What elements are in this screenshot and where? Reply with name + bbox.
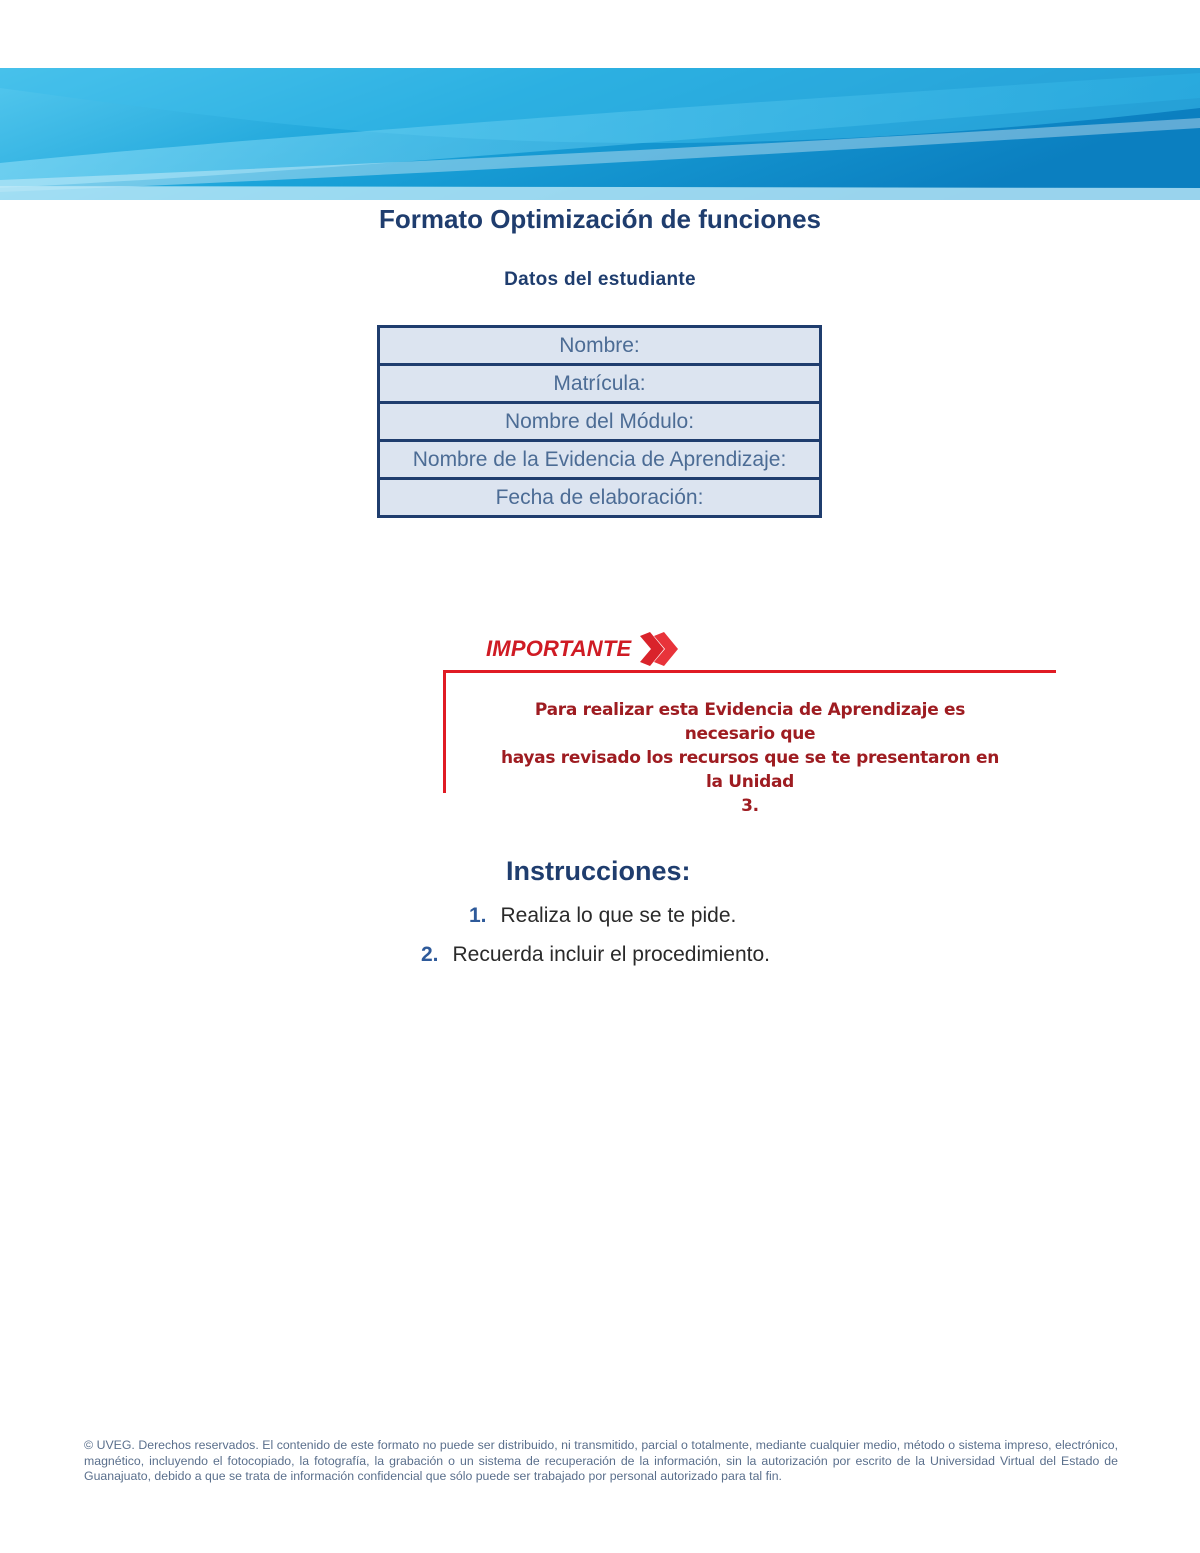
copyright-footer: © UVEG. Derechos reservados. El contenido de este formato no puede ser distribuido, ni transmitido, parcial o totalmente, mediante cualquier medio, método o sistema impreso, electrónico, magnético, incluyendo el fotocopiado, la fotografía, la grabación o un sistema de recuperación de la información, sin la autorización por escrito de la Universidad Virtual del Estado de Guanajuato, debido a que se trata de información confidencial que sólo puede ser trabajado por personal autorizado para tal fin. (84, 1438, 1118, 1483)
important-line: hayas revisado los recursos que se te presentaron en la Unidad (500, 748, 1000, 792)
list-item-text: Recuerda incluir el procedimiento. (452, 943, 771, 966)
list-item-number: 2. (421, 943, 439, 966)
list-item-text: Realiza lo que se te pide. (500, 904, 737, 927)
important-line: Para realizar esta Evidencia de Aprendizaje es necesario que (534, 700, 966, 744)
callout-left-rule (443, 670, 446, 793)
important-message (490, 698, 1010, 818)
banner-graphic (0, 68, 1200, 218)
list-item (421, 943, 770, 967)
callout-top-rule (444, 670, 1056, 673)
important-line: 3. (741, 796, 759, 816)
table-row (379, 365, 821, 403)
field-nombre[interactable]: Nombre: (379, 327, 821, 365)
double-chevron-right-icon (638, 630, 682, 668)
table-row (379, 403, 821, 441)
list-item (469, 904, 736, 928)
table-row (379, 479, 821, 517)
field-fecha[interactable]: Fecha de elaboración: (379, 479, 821, 517)
student-data-heading: Datos del estudiante (504, 269, 696, 290)
student-data-table (377, 325, 822, 518)
field-matricula[interactable]: Matrícula: (379, 365, 821, 403)
table-row (379, 327, 821, 365)
field-evidencia[interactable]: Nombre de la Evidencia de Aprendizaje: (379, 441, 821, 479)
table-row (379, 441, 821, 479)
field-modulo[interactable]: Nombre del Módulo: (379, 403, 821, 441)
header-banner (0, 68, 1200, 218)
important-callout (440, 628, 1060, 816)
instructions-heading: Instrucciones: (506, 856, 691, 886)
list-item-number: 1. (469, 904, 487, 927)
important-label: IMPORTANTE (486, 636, 632, 661)
document-title: Formato Optimización de funciones (378, 204, 822, 234)
